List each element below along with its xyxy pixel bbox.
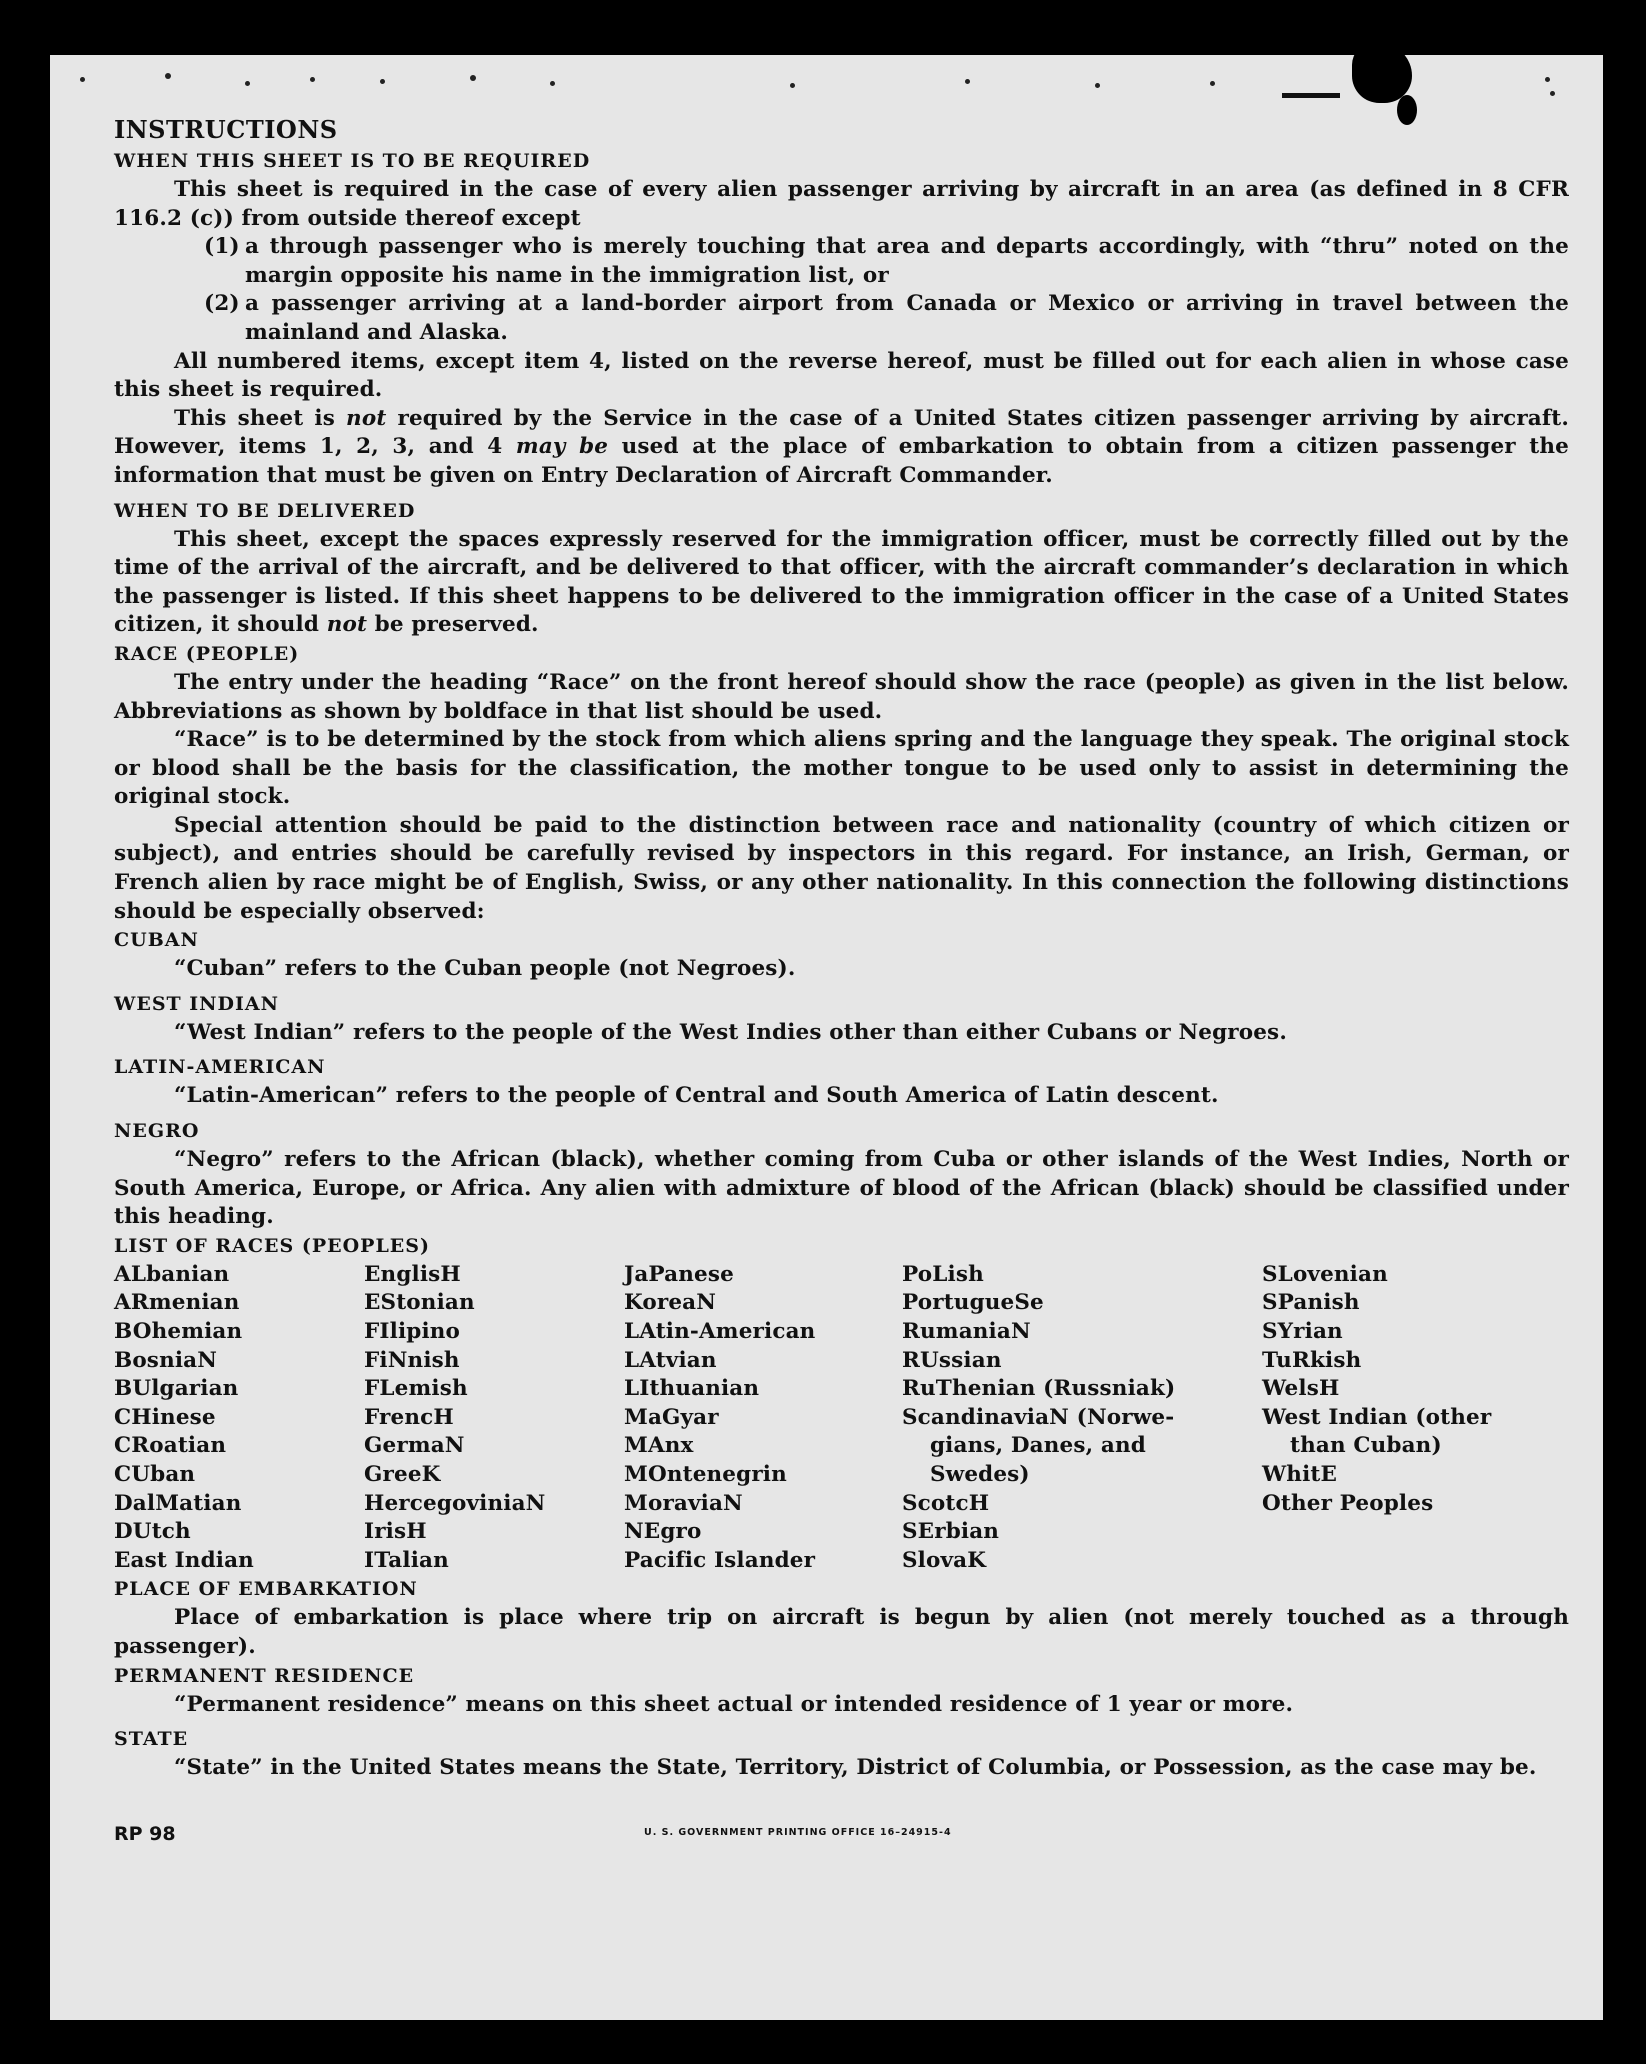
- race-item: GreeK: [364, 1461, 441, 1487]
- races-list: [114, 1261, 1569, 1576]
- race-item: RUssian: [902, 1347, 1002, 1373]
- instructions-body: [114, 113, 1569, 1783]
- section-heading-list-of-races: LIST OF RACES (PEOPLES): [114, 1234, 430, 1257]
- race-item: KoreaN: [624, 1290, 717, 1316]
- race-item: ARmenian: [114, 1290, 240, 1316]
- list-text: a passenger arriving at a land-border airport from Canada or Mexico or arriving in travel between the mainland and Alaska.: [245, 291, 1569, 345]
- race-item-continued: Swedes): [930, 1461, 1030, 1487]
- race-item: SlovaK: [902, 1547, 987, 1573]
- race-item: MoraviaN: [624, 1490, 743, 1516]
- race-item: LAtvian: [624, 1347, 717, 1373]
- paragraph: Special attention should be paid to the distinction between race and nationality (country of which citizen or subject), and entries should be carefully revised by inspectors in this regard. For instance, an Irish, German, or French alien by race might be of English, Swiss, or any other nationality. In this connection the following distinctions should be especially observed:: [114, 812, 1569, 924]
- race-item: BosniaN: [114, 1347, 218, 1373]
- race-item: SPanish: [1262, 1290, 1360, 1316]
- race-item: HercegoviniaN: [364, 1490, 546, 1516]
- race-item: East Indian: [114, 1547, 254, 1573]
- list-number: (2): [204, 291, 240, 317]
- paragraph: This sheet is required in the case of every alien passenger arriving by aircraft in an area (as defined in 8 CFR 116.2 (c)) from outside thereof except: [114, 177, 1569, 231]
- list-item: [114, 290, 1569, 347]
- race-item: ALbanian: [114, 1261, 230, 1287]
- paragraph: The entry under the heading “Race” on the front hereof should show the race (people) as given in the list below. Abbreviations as shown by boldface in that list should be used.: [114, 669, 1569, 724]
- race-item: JaPanese: [624, 1261, 734, 1287]
- speck: [1550, 91, 1555, 96]
- races-column-5: [1262, 1261, 1519, 1576]
- race-item: PortugueSe: [902, 1290, 1044, 1316]
- race-item: SLovenian: [1262, 1261, 1388, 1287]
- paragraph: “State” in the United States means the State, Territory, District of Columbia, or Possession, as the case may be.: [174, 1755, 1537, 1781]
- race-item-continued: than Cuban): [1290, 1433, 1442, 1459]
- race-item: BOhemian: [114, 1319, 243, 1344]
- paragraph: “Negro” refers to the African (black), whether coming from Cuba or other islands of the West Indies, North or South America, Europe, or Africa. Any alien with admixture of blood of the African (black) should be classified under this heading.: [114, 1147, 1569, 1230]
- speck: [1545, 77, 1550, 82]
- race-item: MaGyar: [624, 1404, 719, 1430]
- footer: [114, 1823, 1569, 1853]
- list-item: [114, 233, 1569, 290]
- section-heading-race: RACE (PEOPLE): [114, 642, 300, 665]
- speck: [80, 77, 85, 82]
- race-item: DUtch: [114, 1519, 191, 1545]
- speck: [1095, 83, 1100, 88]
- paragraph: This sheet, except the spaces expressly reserved for the immigration officer, must be correctly filled out by the time of the arrival of the aircraft, and be delivered to that officer, with the aircraft commander’s declaration in which the passenger is listed. If this sheet happens to be delivered to the immigration officer in the case of a United States citizen, it should not be preserved.: [114, 526, 1569, 638]
- paragraph: “West Indian” refers to the people of the West Indies other than either Cubans or Negroes.: [174, 1019, 1287, 1045]
- section-heading-west-indian: WEST INDIAN: [114, 992, 280, 1015]
- paragraph: “Permanent residence” means on this sheet actual or intended residence of 1 year or more.: [174, 1691, 1294, 1717]
- race-item: ITalian: [364, 1547, 449, 1573]
- form-number: RP 98: [114, 1823, 176, 1845]
- race-item: ScotcH: [902, 1490, 990, 1516]
- race-item: WelsH: [1262, 1376, 1340, 1402]
- speck: [550, 81, 555, 86]
- race-item: IrisH: [364, 1519, 427, 1545]
- list-text: a through passenger who is merely touching that area and departs accordingly, with “thru” noted on the margin opposite his name in the immigration list, or: [245, 234, 1569, 288]
- section-heading-latin-american: LATIN-AMERICAN: [114, 1056, 326, 1079]
- race-item: CRoatian: [114, 1433, 227, 1459]
- race-item: Pacific Islander: [624, 1547, 816, 1573]
- speck: [165, 73, 171, 79]
- speck: [245, 81, 250, 86]
- race-item: FiNnish: [364, 1347, 460, 1373]
- race-item: TuRkish: [1262, 1347, 1362, 1373]
- race-item: LIthuanian: [624, 1376, 760, 1402]
- paragraph: This sheet is not required by the Service in the case of a United States citizen passenger arriving by aircraft. However, items 1, 2, 3, and 4 may be used at the place of embarkation to obtain from a citizen passenger the information that must be given on Entry Declaration of Aircraft Commander.: [114, 405, 1569, 488]
- race-item: NEgro: [624, 1519, 702, 1545]
- race-item: West Indian (other: [1262, 1404, 1492, 1430]
- paragraph: Place of embarkation is place where trip on aircraft is begun by alien (not merely touched as a through passenger).: [114, 1605, 1569, 1659]
- section-heading-negro: NEGRO: [114, 1120, 200, 1143]
- race-item: BUlgarian: [114, 1376, 239, 1402]
- race-item-continued: gians, Danes, and: [930, 1433, 1146, 1459]
- speck: [380, 79, 385, 84]
- race-item: WhitE: [1262, 1461, 1338, 1487]
- race-item: SErbian: [902, 1519, 1000, 1545]
- list-number: (1): [204, 234, 240, 260]
- speck: [965, 79, 970, 84]
- paragraph: “Latin-American” refers to the people of Central and South America of Latin descent.: [174, 1083, 1219, 1109]
- race-item: FrencH: [364, 1404, 454, 1430]
- printer-imprint: U. S. GOVERNMENT PRINTING OFFICE 16–24915-4: [644, 1827, 952, 1838]
- race-item: RuThenian (Russniak): [902, 1376, 1176, 1402]
- paragraph: “Race” is to be determined by the stock from which aliens spring and the language they speak. The original stock or blood shall be the basis for the classification, the mother tongue to be used only to assist in determining the original stock.: [114, 727, 1569, 810]
- speck: [790, 83, 795, 88]
- race-item: PoLish: [902, 1261, 984, 1287]
- races-column-3: [624, 1261, 902, 1576]
- race-item: EnglisH: [364, 1261, 461, 1287]
- races-column-1: [114, 1261, 364, 1576]
- section-heading-delivered: WHEN TO BE DELIVERED: [114, 499, 416, 522]
- section-heading-embarkation: PLACE OF EMBARKATION: [114, 1578, 418, 1601]
- speck: [310, 77, 315, 82]
- race-item: MAnx: [624, 1433, 694, 1459]
- races-column-4: [902, 1261, 1262, 1576]
- race-item: DalMatian: [114, 1490, 242, 1516]
- race-item: FIlipino: [364, 1319, 461, 1344]
- paragraph: “Cuban” refers to the Cuban people (not Negroes).: [174, 956, 796, 982]
- races-column-2: [364, 1261, 624, 1576]
- page-title: INSTRUCTIONS: [114, 115, 338, 144]
- section-heading-residence: PERMANENT RESIDENCE: [114, 1664, 415, 1687]
- race-item: EStonian: [364, 1290, 475, 1316]
- race-item: CHinese: [114, 1404, 216, 1430]
- speck: [470, 75, 476, 81]
- section-heading-required: WHEN THIS SHEET IS TO BE REQUIRED: [114, 150, 591, 172]
- paragraph: All numbered items, except item 4, listed on the reverse hereof, must be filled out for each alien in whose case this sheet is required.: [114, 348, 1569, 403]
- race-item: MOntenegrin: [624, 1461, 787, 1487]
- race-item: RumaniaN: [902, 1319, 1031, 1344]
- section-heading-cuban: CUBAN: [114, 929, 199, 952]
- race-item: Other Peoples: [1262, 1490, 1434, 1516]
- race-item: FLemish: [364, 1376, 468, 1402]
- race-item: ScandinaviaN (Norwe-: [902, 1404, 1175, 1430]
- race-item: GermaN: [364, 1433, 465, 1459]
- race-item: LAtin-American: [624, 1319, 816, 1344]
- race-item: SYrian: [1262, 1319, 1343, 1344]
- section-heading-state: STATE: [114, 1728, 189, 1751]
- speck: [1210, 81, 1215, 86]
- ink-mark: [1282, 93, 1340, 98]
- race-item: CUban: [114, 1461, 196, 1487]
- document-sheet: [50, 55, 1603, 2020]
